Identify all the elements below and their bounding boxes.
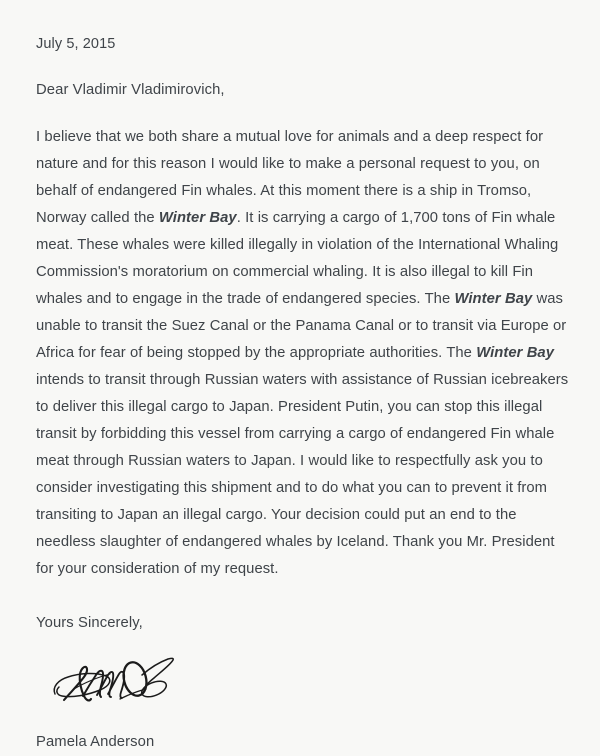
letter-closing: Yours Sincerely,	[36, 615, 143, 631]
vessel-name: Winter Bay	[454, 291, 533, 307]
vessel-name: Winter Bay	[476, 345, 554, 361]
letter-salutation: Dear Vladimir Vladimirovich,	[36, 82, 225, 98]
handwritten-signature-icon	[50, 649, 570, 711]
signature-block	[36, 637, 570, 727]
letter-body: I believe that we both share a mutual love for animals and a deep respect for nature and for this reason I would like to make a personal request to you, on behalf of endangered Fin whales. At this moment there is a ship in Tromso, Norway called the Winter Bay. It is carrying a cargo of 1,700 tons of Fin whale meat. These whales were killed illegally in violation of the International Whaling Commission's moratorium on commercial whaling. It is also illegal to kill Fin whales and to engage in the trade of endangered species. The Winter Bay was unable to transit the Suez Canal or the Panama Canal or to transit via Europe or Africa for fear of being stopped by the appropriate authorities. The Winter Bay intends to transit through Russian waters with assistance of Russian icebreakers to deliver this illegal cargo to Japan. President Putin, you can stop this illegal transit by forbidding this vessel from carrying a cargo of endangered Fin whale meat through Russian waters to Japan. I would like to respectfully ask you to consider investigating this shipment and to do what you can to prevent it from transiting to Japan an illegal cargo. Your decision could put an end to the needless slaughter of endangered whales by Iceland. Thank you Mr. President for your consideration of my request.	[36, 129, 569, 577]
letter-date: July 5, 2015	[36, 36, 116, 52]
signer-name: Pamela Anderson	[36, 734, 155, 750]
vessel-name: Winter Bay	[158, 210, 237, 226]
